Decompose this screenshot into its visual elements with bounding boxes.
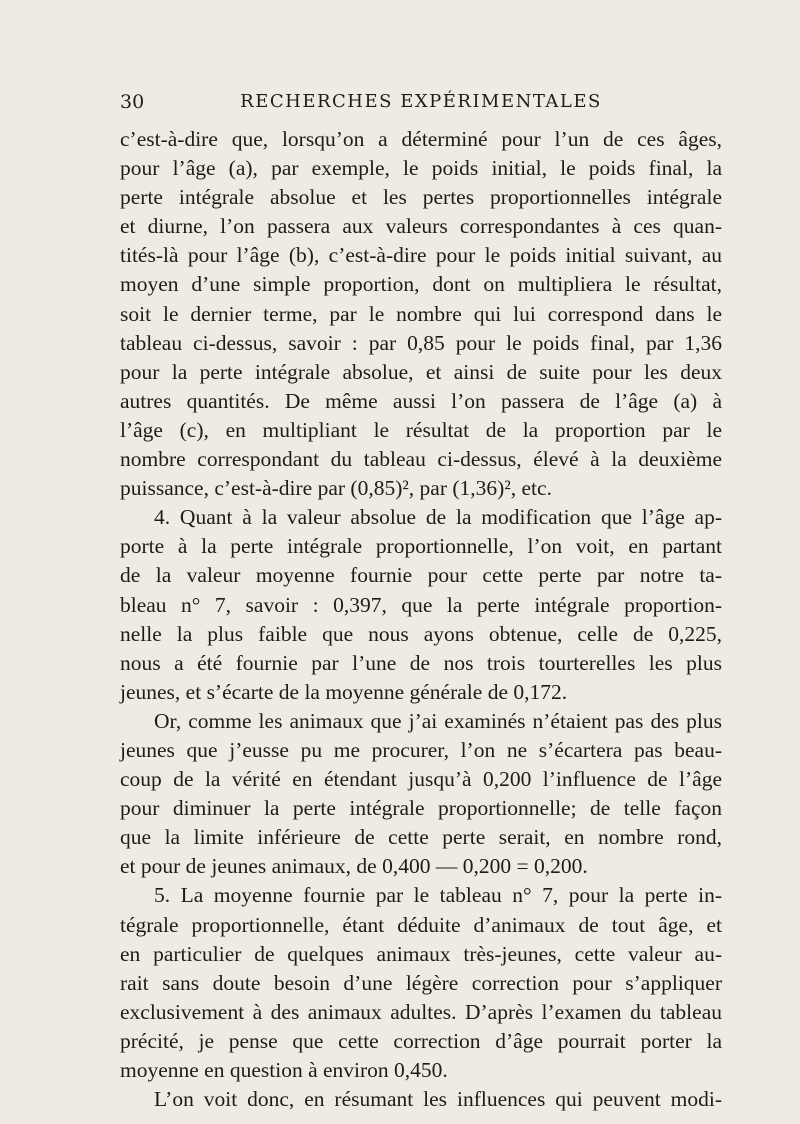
- paragraph-lon-voit: [120, 1085, 722, 1114]
- text-line: rait sans doute besoin d’une légère correction pour s’appliquer: [120, 970, 722, 995]
- text-line: précité, je pense que cette correction d’âge pourrait porter la: [120, 1028, 722, 1053]
- text-line: et pour de jeunes animaux, de 0,400 — 0,200 = 0,200.: [120, 854, 588, 879]
- text-line: moyenne en question à environ 0,450.: [120, 1058, 448, 1082]
- text-line: puissance, c’est-à-dire par (0,85)², par (1,36)², etc.: [120, 476, 552, 501]
- body-text: [120, 125, 722, 1114]
- text-line: 5. La moyenne fournie par le tableau n° 7, pour la perte in-: [154, 883, 722, 908]
- paragraph-section-5: [120, 881, 722, 1085]
- text-line: L’on voit donc, en résumant les influences qui peuvent modi-: [154, 1087, 722, 1112]
- text-line: nous a été fournie par l’une de nos trois tourterelles les plus: [120, 650, 722, 675]
- paragraph-continuation: [120, 125, 722, 503]
- text-line: autres quantités. De même aussi l’on passera de l’âge (a) à: [120, 388, 722, 413]
- text-line: exclusivement à des animaux adultes. D’après l’examen du tableau: [120, 999, 722, 1024]
- text-line: de la valeur moyenne fournie pour cette perte par notre ta-: [120, 563, 722, 588]
- text-line: que la limite inférieure de cette perte serait, en nombre rond,: [120, 825, 722, 850]
- page-header: [120, 91, 722, 119]
- text-line: Or, comme les animaux que j’ai examinés n’étaient pas des plus: [154, 708, 722, 733]
- paragraph-section-4: [120, 503, 722, 707]
- text-line: 4. Quant à la valeur absolue de la modification que l’âge ap-: [154, 505, 722, 530]
- text-line: nombre correspondant du tableau ci-dessus, élevé à la deuxième: [120, 447, 722, 472]
- text-line: pour l’âge (a), par exemple, le poids initial, le poids final, la: [120, 156, 722, 181]
- text-line: jeunes que j’eusse pu me procurer, l’on ne s’écartera pas beau-: [120, 737, 722, 762]
- text-line: et diurne, l’on passera aux valeurs correspondantes à ces quan-: [120, 214, 722, 239]
- text-line: pour la perte intégrale absolue, et ainsi de suite pour les deux: [120, 359, 722, 384]
- text-line: en particulier de quelques animaux très-jeunes, cette valeur au-: [120, 941, 722, 966]
- text-line: nelle la plus faible que nous ayons obtenue, celle de 0,225,: [120, 621, 722, 646]
- paragraph-or-comme: [120, 707, 722, 882]
- text-line: bleau n° 7, savoir : 0,397, que la perte intégrale proportion-: [120, 592, 722, 617]
- text-line: porte à la perte intégrale proportionnelle, l’on voit, en partant: [120, 534, 722, 559]
- text-line: coup de la vérité en étendant jusqu’à 0,200 l’influence de l’âge: [120, 767, 722, 792]
- text-line: c’est-à-dire que, lorsqu’on a déterminé pour l’un de ces âges,: [120, 127, 722, 151]
- text-line: pour diminuer la perte intégrale proportionnelle; de telle façon: [120, 796, 722, 821]
- text-line: tégrale proportionnelle, étant déduite d’animaux de tout âge, et: [120, 912, 722, 937]
- text-line: l’âge (c), en multipliant le résultat de la proportion par le: [120, 417, 722, 442]
- text-line: tableau ci-dessus, savoir : par 0,85 pour le poids final, par 1,36: [120, 330, 722, 355]
- page-number: 30: [120, 91, 145, 113]
- running-title: RECHERCHES EXPÉRIMENTALES: [240, 91, 602, 112]
- text-line: perte intégrale absolue et les pertes proportionnelles intégrale: [120, 185, 722, 210]
- text-line: tités-là pour l’âge (b), c’est-à-dire pour le poids initial suivant, au: [120, 243, 722, 268]
- text-line: moyen d’une simple proportion, dont on multipliera le résultat,: [120, 272, 722, 297]
- text-line: soit le dernier terme, par le nombre qui lui correspond dans le: [120, 301, 722, 326]
- text-line: jeunes, et s’écarte de la moyenne générale de 0,172.: [120, 679, 568, 704]
